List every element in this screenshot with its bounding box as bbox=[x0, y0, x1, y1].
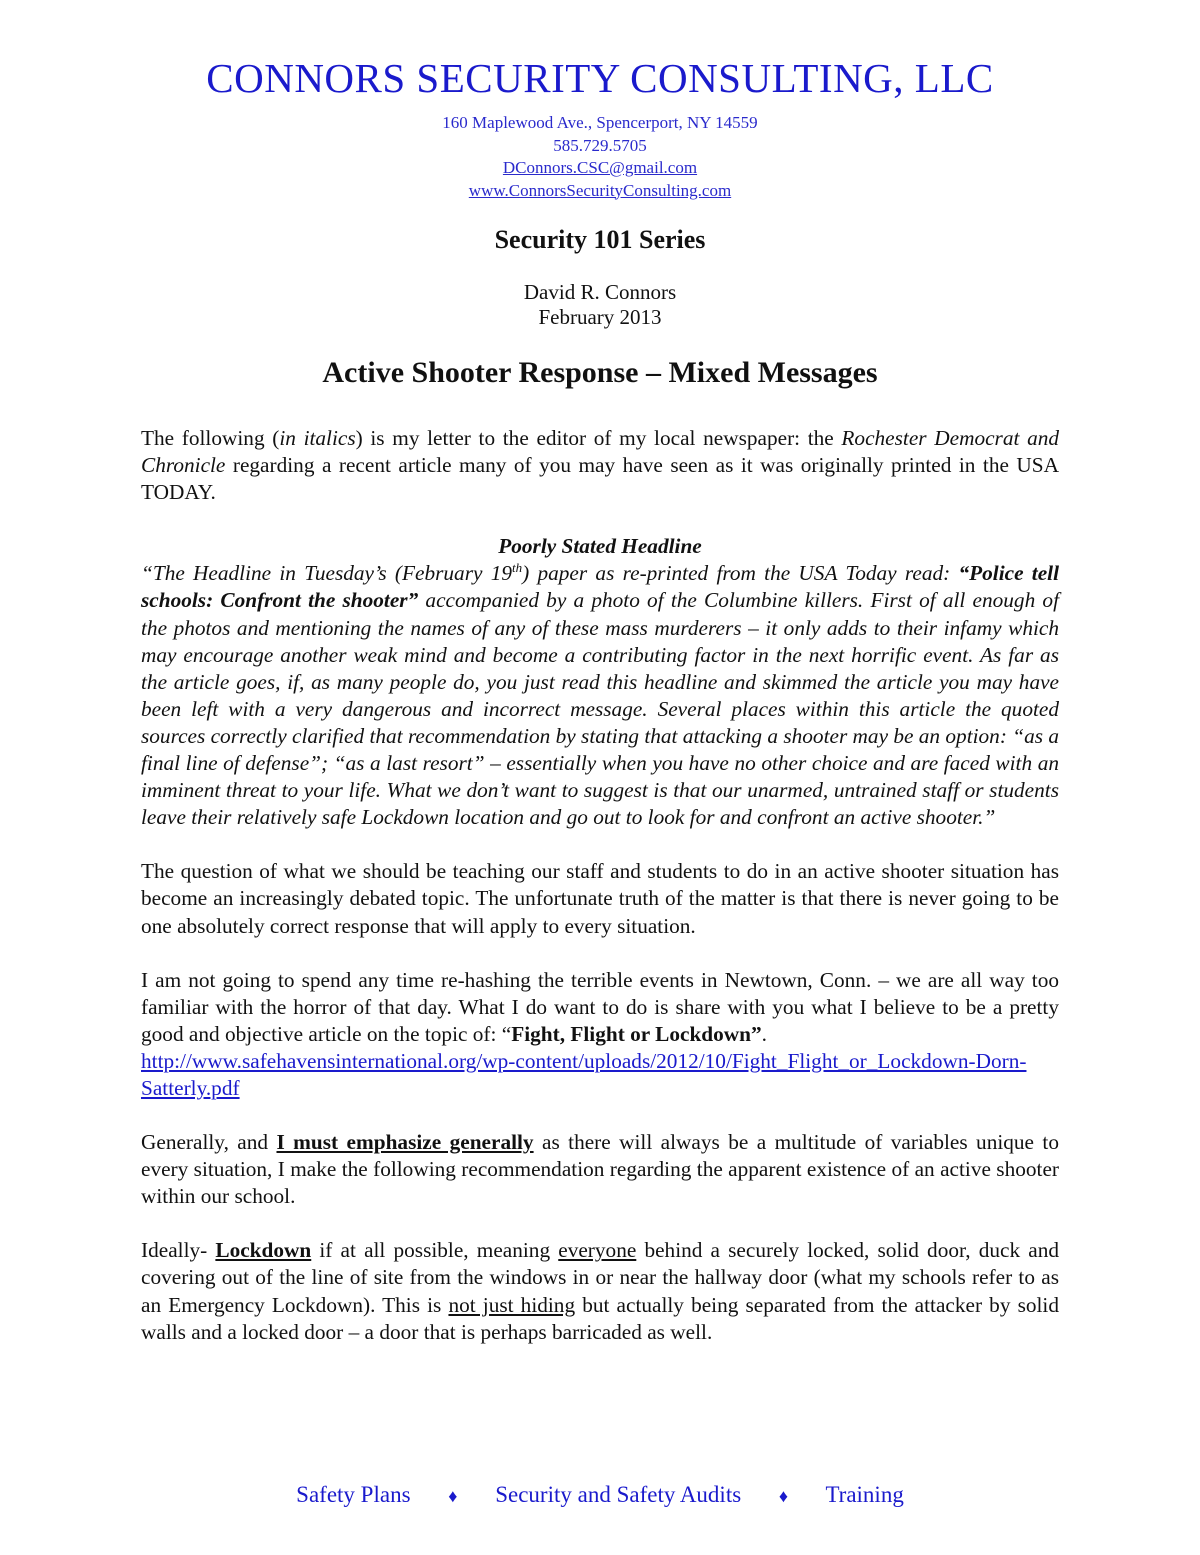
diamond-separator-icon: ♦ bbox=[778, 1486, 789, 1506]
newtown-paragraph: I am not going to spend any time re-hashing the terrible events in Newtown, Conn. – we are all way too familiar with the horror of that day. What I do want to do is share with you what I believe to be a pretty good and objective article on the topic of: “Fight, Flight or Lockdown”. http://www.safehavensinternational.org/wp-content/uploads/2012/10/Fight_Flight_or_Lockdown-Dorn-Satterly.pdf bbox=[141, 967, 1059, 1100]
byline bbox=[0, 280, 1200, 330]
question-paragraph: The question of what we should be teaching our staff and students to do in an active shooter situation has become an increasingly debated topic. The unfortunate truth of the matter is that there is never going to be one absolutely correct response that will apply to every situation. bbox=[141, 859, 1059, 938]
series-title: Security 101 Series bbox=[494, 225, 706, 254]
phone: 585.729.5705 bbox=[553, 135, 647, 155]
footer-item-audits: Security and Safety Audits bbox=[495, 1482, 742, 1507]
article-title: Active Shooter Response – Mixed Messages bbox=[322, 356, 878, 389]
footer-item-safety-plans: Safety Plans bbox=[296, 1482, 411, 1507]
address: 160 Maplewood Ave., Spencerport, NY 14559 bbox=[442, 113, 758, 132]
lockdown-term: Lockdown bbox=[215, 1238, 312, 1263]
letter-subheading: Poorly Stated Headline bbox=[498, 534, 702, 559]
article-body bbox=[141, 425, 1059, 1346]
website-link[interactable]: www.ConnorsSecurityConsulting.com bbox=[468, 180, 732, 200]
author: David R. Connors bbox=[523, 280, 677, 304]
emphasis-text: I must emphasize generally bbox=[276, 1130, 534, 1155]
company-name: CONNORS SECURITY CONSULTING, LLC bbox=[206, 55, 994, 101]
letter-paragraph: “The Headline in Tuesday’s (February 19th) paper as re-printed from the USA Today read: “Police tell schools: Confront the shooter” accompanied by a photo of the Columbine killers. First of all enough of the photos and mentioning the names of any of these mass murderers – it only adds to their infamy which may encourage another weak mind and become a contributing factor in the next horrific event. As far as the article goes, if, as many people do, you just read this headline and skimmed the article you may have been left with a very dangerous and incorrect message. Several places within this article the quoted sources correctly clarified that recommendation by stating that attacking a shooter may be an option: “as a final line of defense”; “as a last resort” – essentially when you have no other choice and are faced with an imminent threat to your life. What we don’t want to suggest is that our unarmed, untrained staff or students leave their relatively safe Lockdown location and go out to look for and confront an active shooter.” bbox=[141, 560, 1060, 830]
generally-paragraph: Generally, and I must emphasize generally as there will always be a multitude of variables unique to every situation, I make the following recommendation regarding the apparent existence of an active shooter within our school. bbox=[141, 1130, 1059, 1209]
ideally-paragraph: Ideally- Lockdown if at all possible, meaning everyone behind a securely locked, solid door, duck and covering out of the line of site from the windows in or near the hallway door (what my schools refer to as an Emergency Lockdown). This is not just hiding but actually being separated from the attacker by solid walls and a locked door – a door that is perhaps barricaded as well. bbox=[141, 1238, 1060, 1344]
footer-services bbox=[0, 1481, 1200, 1510]
contact-block bbox=[0, 112, 1200, 202]
intro-paragraph: The following (in italics) is my letter to the editor of my local newspaper: the Rochester Democrat and Chronicle regarding a recent article many of you may have seen as it was originally printed in the USA TODAY. bbox=[141, 426, 1060, 505]
article-link[interactable]: http://www.safehavensinternational.org/wp-content/uploads/2012/10/Fight_Flight_or_Lockdown-Dorn-Satterly.pdf bbox=[141, 1048, 1027, 1100]
date: February 2013 bbox=[538, 305, 662, 329]
quoted-headline: “Police tell schools: Confront the shooter” bbox=[141, 561, 1060, 613]
footer-item-training: Training bbox=[825, 1482, 904, 1507]
diamond-separator-icon: ♦ bbox=[448, 1486, 458, 1506]
email-link[interactable]: DConnors.CSC@gmail.com bbox=[502, 158, 698, 177]
